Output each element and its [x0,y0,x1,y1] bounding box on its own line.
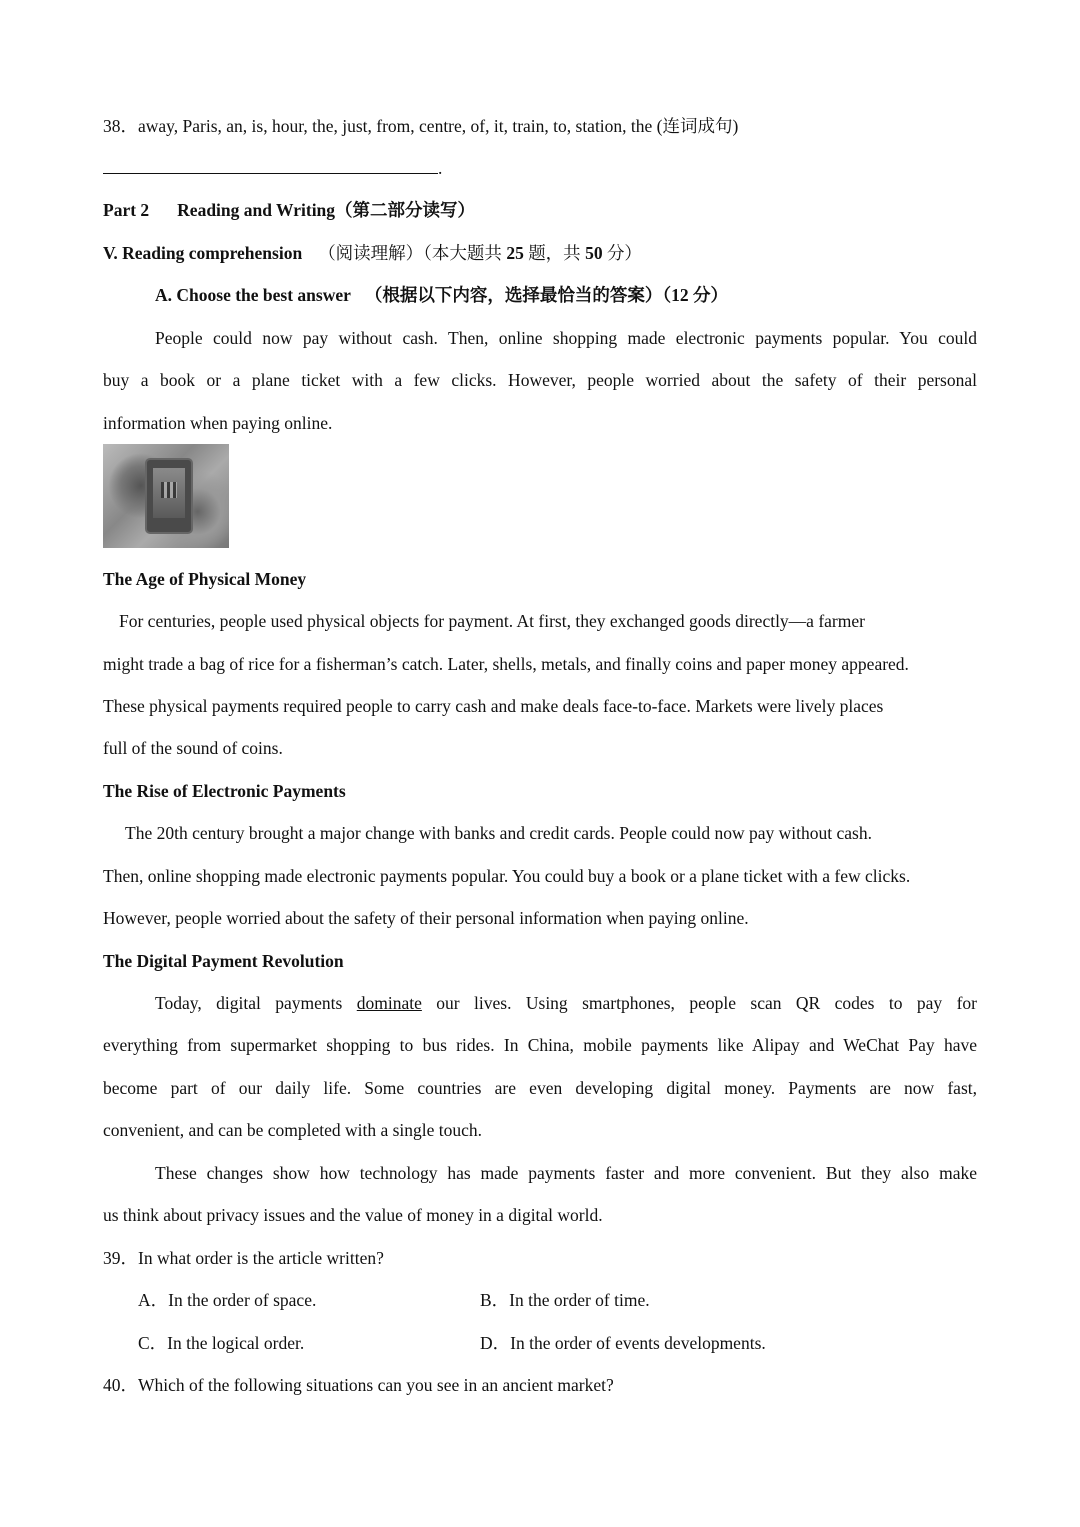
section-title-electronic-payments: The Rise of Electronic Payments [103,781,346,801]
section-a-heading [155,282,977,308]
section-v-title: V. Reading comprehension [103,243,303,263]
section-v-desc-c: 分） [602,243,642,263]
section-v-desc-b: 题，共 [523,243,586,263]
part-2-label: Part 2 [103,200,150,220]
section-a-desc: （根据以下内容，选择最恰当的答案）（12 分） [364,285,729,305]
phone-icon [145,458,193,534]
question-38-answer [103,155,977,181]
sec2-line-2: Then, online shopping made electronic payments popular. You could buy a book or a plane ticket with a few clicks. [103,866,911,886]
question-38 [103,113,977,139]
intro-line-1: People could now pay without cash. Then, online shopping made electronic payments popular. You could [155,328,977,348]
section-title-digital-revolution: The Digital Payment Revolution [103,951,344,971]
section-v-question-count: 25 [506,243,524,263]
sec3-line-1-a: Today, digital payments [155,993,357,1013]
answer-period: . [438,158,443,178]
sec1-line-1: For centuries, people used physical objects for payment. At first, they exchanged goods directly—a farmer [119,611,865,631]
phone-qr-image [103,444,229,548]
sec1-line-3: These physical payments required people to carry cash and make deals face-to-face. Markets were lively places [103,696,884,716]
answer-blank-line[interactable] [103,159,438,174]
intro-line-3: information when paying online. [103,413,333,433]
underlined-word-dominate: dominate [356,993,422,1013]
intro-line-2: buy a book or a plane ticket with a few clicks. However, people worried about the safety of their personal [103,370,977,390]
sec2-line-1: The 20th century brought a major change with banks and credit cards. People could now pay without cash. [125,823,872,843]
sec3-line-1-b: our lives. Using smartphones, people scan QR codes to pay for [421,993,977,1013]
part-2-title: Reading and Writing（第二部分读写） [177,200,476,220]
question-38-text: 38．away, Paris, an, is, hour, the, just, from, centre, of, it, train, to, station, the (连词成句) [103,116,739,136]
q39-option-b[interactable]: B．In the order of time. [480,1290,650,1310]
section-v-points: 50 [585,243,603,263]
question-40-stem: 40．Which of the following situations can you see in an ancient market? [103,1375,614,1395]
q39-option-a[interactable]: A．In the order of space. [138,1290,317,1310]
section-a-title: A. Choose the best answer [155,285,351,305]
q39-option-c[interactable]: C．In the logical order. [138,1333,305,1353]
question-39-stem: 39．In what order is the article written? [103,1248,384,1268]
part-2-heading [103,197,977,223]
sec2-line-3: However, people worried about the safety of their personal information when paying online. [103,908,749,928]
sec3-line-3: become part of our daily life. Some countries are even developing digital money. Payments are now fast, [103,1078,977,1098]
sec3-line-4: convenient, and can be completed with a single touch. [103,1120,483,1140]
sec3-line-1 [155,990,977,1016]
section-v-heading [103,240,977,266]
section-v-desc-a: （阅读理解）（本大题共 [318,243,507,263]
qr-code-icon [161,482,177,498]
phone-screen [153,468,185,518]
sec1-line-2: might trade a bag of rice for a fisherman’s catch. Later, shells, metals, and finally coins and paper money appeared. [103,654,909,674]
section-title-physical-money: The Age of Physical Money [103,569,307,589]
conclusion-line-2: us think about privacy issues and the value of money in a digital world. [103,1205,603,1225]
conclusion-line-1: These changes show how technology has made payments faster and more convenient. But they also make [155,1163,977,1183]
sec1-line-4: full of the sound of coins. [103,738,283,758]
q39-option-d[interactable]: D．In the order of events developments. [480,1333,766,1353]
sec3-line-2: everything from supermarket shopping to bus rides. In China, mobile payments like Alipay and WeChat Pay have [103,1035,977,1055]
